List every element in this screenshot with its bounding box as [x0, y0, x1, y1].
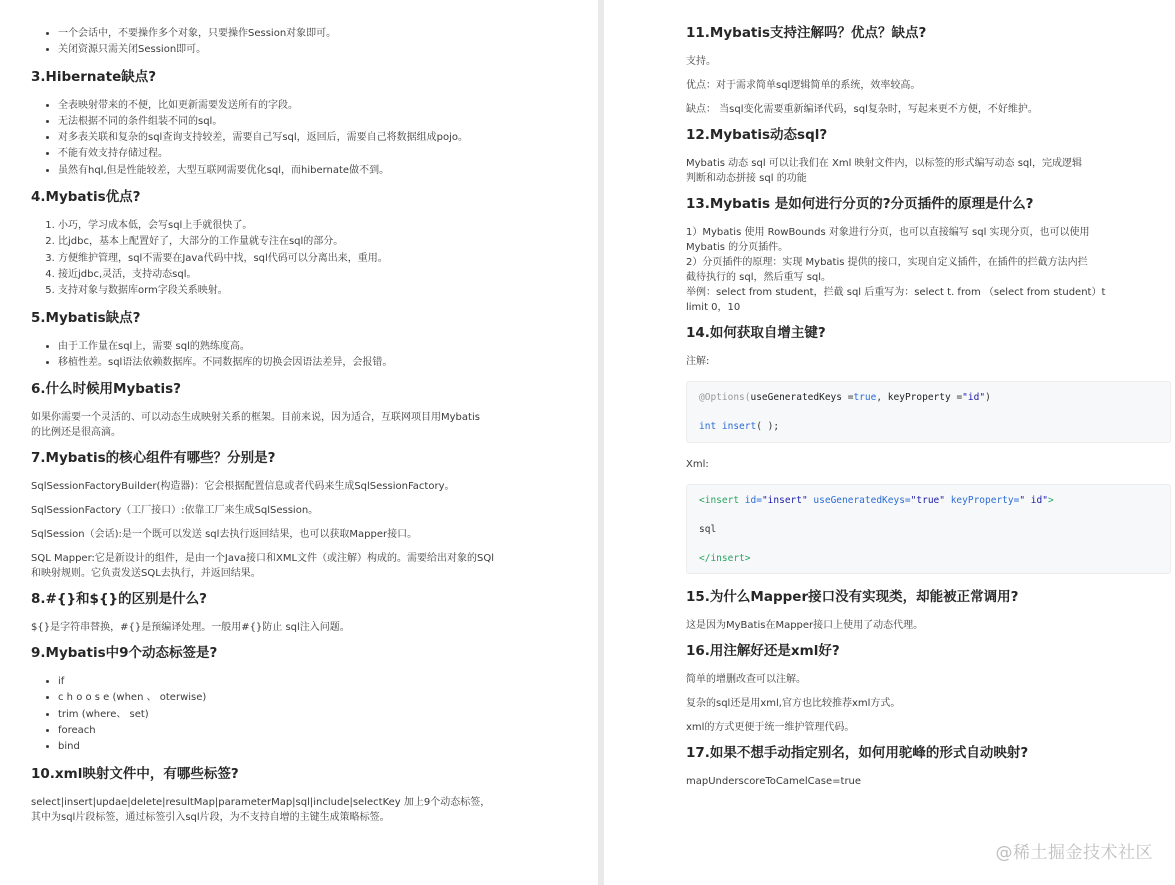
- code-block-annotation: @Options(useGeneratedKeys =true, keyProperty ="id") int insert( );: [686, 381, 1171, 443]
- paragraph: 1）Mybatis 使用 RowBounds 对象进行分页，也可以直接编写 sql 实现分页，也可以使用 Mybatis 的分页插件。 2）分页插件的原理：实现 Mybatis 提供的接口，实现自定义插件，在插件的拦截方法内拦 截待执行的 sql，然后重写 sql。 举例：select from student，拦截 sql 后重写为：select t. from （select from student）t limit 0，10: [686, 227, 1106, 313]
- list-item: • trim (where、 set): [58, 707, 578, 723]
- paragraph: SqlSessionFactoryBuilder(构造器)：它会根据配置信息或者代码来生成SqlSessionFactory。: [31, 481, 455, 493]
- section-heading-12: 12.Mybatis动态sql?: [686, 127, 828, 143]
- annotation-label: 注解:: [686, 356, 710, 367]
- list-item: • bind: [58, 739, 578, 755]
- paragraph: select|insert|updae|delete|resultMap|parameterMap|sql|include|selectKey 加上9个动态标签， 其中为sql片段标签，通过标签引入sql片段，为不支持自增的主键生成策略标签。: [31, 796, 491, 823]
- paragraph: 缺点： 当sql变化需要重新编译代码，sql复杂时，写起来更不方便，不好维护。: [686, 104, 1038, 115]
- section-heading-17: 17.如果不想手动指定别名，如何用驼峰的形式自动映射?: [686, 745, 1029, 761]
- paragraph: SqlSessionFactory（工厂接口）:依靠工厂来生成SqlSession。: [31, 505, 319, 517]
- section-heading-8: 8.#{}和${}的区别是什么?: [31, 591, 208, 608]
- paragraph: 简单的增删改查可以注解。: [686, 674, 806, 685]
- list-item: • 虽然有hql,但是性能较差，大型互联网需要优化sql，而hibernate做不到。: [58, 163, 578, 179]
- section-heading-14: 14.如何获取自增主键?: [686, 325, 826, 341]
- hibernate-cons-list: [31, 98, 578, 179]
- paragraph: ${}是字符串替换，#{}是预编译处理。一般用#{}防止 sql注入问题。: [31, 622, 350, 634]
- list-item: • 关闭资源只需关闭Session即可。: [58, 42, 578, 58]
- list-item: • 无法根据不同的条件组装不同的sql。: [58, 114, 578, 130]
- section-heading-7: 7.Mybatis的核心组件有哪些？分别是?: [31, 450, 276, 467]
- list-item: • 一个会话中，不要操作多个对象，只要操作Session对象即可。: [58, 26, 578, 42]
- list-item: • 全表映射带来的不便，比如更新需要发送所有的字段。: [58, 98, 578, 114]
- paragraph: xml的方式更便于统一维护管理代码。: [686, 722, 855, 733]
- paragraph: SQL Mapper:它是新设计的组件，是由一个Java接口和XML文件（或注解）构成的。需要给出对象的SQl 和映射规则。它负责发送SQL去执行，并返回结果。: [31, 553, 495, 580]
- section-heading-9: 9.Mybatis中9个动态标签是?: [31, 645, 218, 662]
- watermark: @稀土掘金技术社区: [995, 843, 1153, 863]
- intro-list: [31, 26, 578, 59]
- right-page: [604, 0, 1175, 885]
- section-heading-5: 5.Mybatis缺点?: [31, 309, 141, 326]
- list-item: 1. 小巧，学习成本低，会写sql上手就很快了。: [58, 218, 578, 234]
- paragraph: SqlSession（会话):是一个既可以发送 sql去执行返回结果，也可以获取Mapper接口。: [31, 529, 418, 541]
- paragraph: 优点：对于需求简单sql逻辑简单的系统，效率较高。: [686, 80, 921, 91]
- list-item: 4. 接近jdbc,灵活，支持动态sql。: [58, 267, 578, 283]
- list-item: 2. 比jdbc，基本上配置好了，大部分的工作量就专注在sql的部分。: [58, 234, 578, 250]
- xml-label: Xml:: [686, 458, 709, 470]
- list-item: • if: [58, 674, 578, 690]
- list-item: • 由于工作量在sql上，需要 sql的熟练度高。: [58, 339, 578, 355]
- paragraph: 复杂的sql还是用xml,官方也比较推荐xml方式。: [686, 698, 901, 709]
- list-item: • 移植性差。sql语法依赖数据库。不同数据库的切换会因语法差异，会报错。: [58, 355, 578, 371]
- section-heading-3: 3.Hibernate缺点?: [31, 68, 157, 85]
- code-block-xml: <insert id="insert" useGeneratedKeys="true" keyProperty=" id"> sql </insert>: [686, 484, 1171, 575]
- list-item: • 对多表关联和复杂的sql查询支持较差，需要自己写sql，返回后，需要自己将数据组成pojo。: [58, 130, 578, 146]
- paragraph: 如果你需要一个灵活的、可以动态生成映射关系的框架。目前来说，因为适合，互联网项目用Mybatis 的比例还是很高滴。: [31, 412, 480, 439]
- list-item: 5. 支持对象与数据库orm字段关系映射。: [58, 283, 578, 299]
- list-item: • 不能有效支持存储过程。: [58, 146, 578, 162]
- paragraph: 支持。: [686, 56, 716, 67]
- section-heading-4: 4.Mybatis优点?: [31, 189, 141, 206]
- mybatis-pros-list: [31, 218, 578, 299]
- section-heading-11: 11.Mybatis支持注解吗？优点？缺点?: [686, 25, 927, 41]
- section-heading-15: 15.为什么Mapper接口没有实现类，却能被正常调用?: [686, 589, 1019, 605]
- section-heading-6: 6.什么时候用Mybatis?: [31, 381, 181, 398]
- paragraph: 这是因为MyBatis在Mapper接口上使用了动态代理。: [686, 620, 924, 631]
- section-heading-10: 10.xml映射文件中，有哪些标签?: [31, 765, 239, 782]
- paragraph: mapUnderscoreToCamelCase=true: [686, 776, 862, 787]
- section-heading-13: 13.Mybatis 是如何进行分页的?分页插件的原理是什么?: [686, 196, 1034, 212]
- list-item: • c h o o s e (when 、 oterwise): [58, 690, 578, 706]
- section-heading-16: 16.用注解好还是xml好?: [686, 643, 840, 659]
- dynamic-tags-list: [31, 674, 578, 755]
- mybatis-cons-list: [31, 339, 578, 372]
- list-item: • foreach: [58, 723, 578, 739]
- list-item: 3. 方便维护管理，sql不需要在Java代码中找，sql代码可以分离出来，重用。: [58, 251, 578, 267]
- paragraph: Mybatis 动态 sql 可以让我们在 Xml 映射文件内，以标签的形式编写动态 sql，完成逻辑 判断和动态拼接 sql 的功能: [686, 158, 1083, 184]
